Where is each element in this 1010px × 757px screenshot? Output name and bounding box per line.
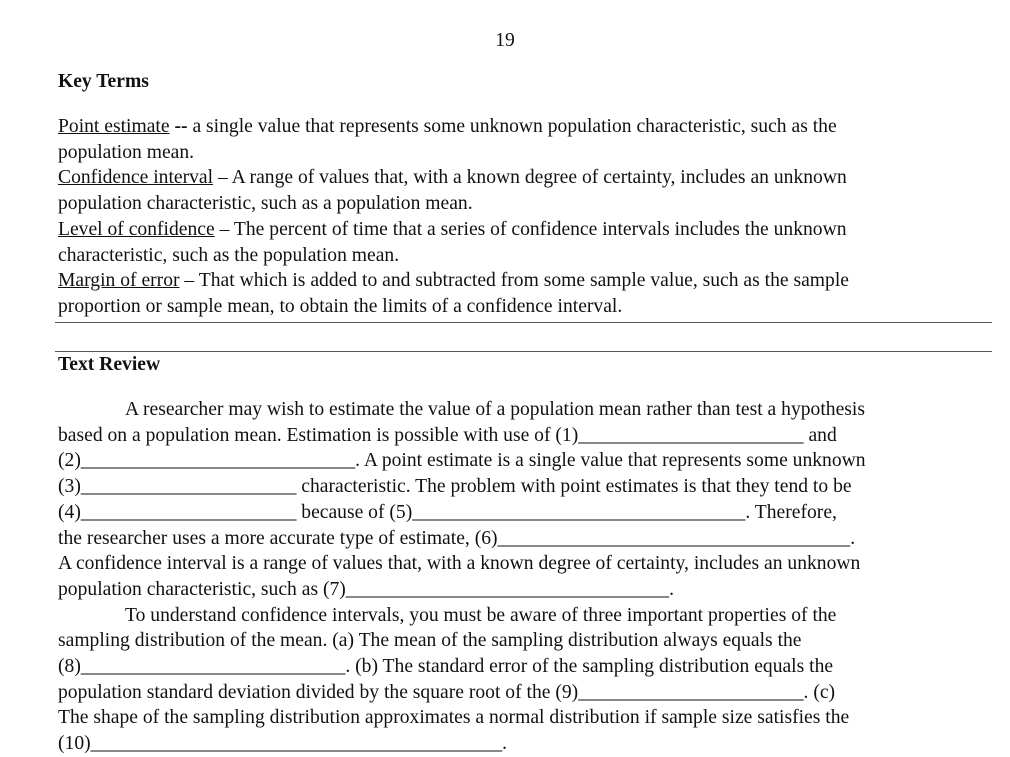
review-line: (8)___________________________. (b) The standard error of the sampling distribution equals the: [58, 656, 834, 678]
term-definition: That which is added to and subtracted from some sample value, such as the sample: [198, 270, 849, 292]
term-definition-cont: population characteristic, such as a population mean.: [58, 193, 473, 215]
term-separator: –: [179, 270, 199, 292]
review-line: The shape of the sampling distribution approximates a normal distribution if sample size satisfies the: [58, 707, 850, 729]
key-terms-heading: Key Terms: [58, 71, 149, 92]
review-line: the researcher uses a more accurate type of estimate, (6)____________________________________.: [58, 527, 856, 549]
section-divider: [55, 351, 992, 352]
review-line: (3)______________________ characteristic. The problem with point estimates is that they tend to be: [58, 476, 852, 498]
term-name: Level of confidence: [58, 218, 215, 240]
term-level-of-confidence: [58, 217, 993, 268]
term-definition: A range of values that, with a known degree of certainty, includes an unknown: [231, 167, 847, 189]
term-separator: –: [213, 167, 232, 189]
review-line: population standard deviation divided by the square root of the (9)_______________________. (c): [58, 681, 836, 703]
term-definition: a single value that represents some unknown population characteristic, such as the: [192, 116, 837, 137]
term-definition-cont: characteristic, such as the population mean.: [58, 244, 400, 266]
page-number: 19: [495, 30, 515, 51]
term-separator: –: [214, 218, 234, 240]
review-line: based on a population mean. Estimation is possible with use of (1)_______________________ and: [58, 424, 837, 446]
term-definition-cont: population mean.: [58, 141, 195, 163]
key-terms-list: [58, 114, 993, 320]
term-margin-of-error: [58, 268, 993, 319]
term-definition-cont: proportion or sample mean, to obtain the limits of a confidence interval.: [58, 295, 623, 317]
term-confidence-interval: [58, 165, 993, 216]
review-line: sampling distribution of the mean. (a) The mean of the sampling distribution always equals the: [58, 630, 802, 652]
term-separator: --: [169, 116, 193, 137]
term-name: Point estimate: [58, 116, 170, 137]
term-point-estimate: [58, 114, 993, 165]
review-line: population characteristic, such as (7)_________________________________.: [58, 578, 675, 600]
term-name: Margin of error: [58, 270, 180, 292]
review-line: (10)__________________________________________.: [58, 733, 508, 755]
term-name: Confidence interval: [58, 167, 214, 189]
text-review-body: [58, 397, 993, 757]
section-divider: [55, 322, 992, 323]
review-line: To understand confidence intervals, you must be aware of three important properties of the: [125, 604, 837, 626]
text-review-heading: Text Review: [58, 354, 161, 375]
review-line: A researcher may wish to estimate the value of a population mean rather than test a hypothesis: [125, 399, 865, 420]
review-line: (2)____________________________. A point estimate is a single value that represents some unknown: [58, 450, 866, 472]
review-line: (4)______________________ because of (5)__________________________________. Therefore,: [58, 501, 837, 523]
review-line: A confidence interval is a range of values that, with a known degree of certainty, includes an unknown: [58, 553, 861, 575]
term-definition: The percent of time that a series of confidence intervals includes the unknown: [233, 218, 847, 240]
